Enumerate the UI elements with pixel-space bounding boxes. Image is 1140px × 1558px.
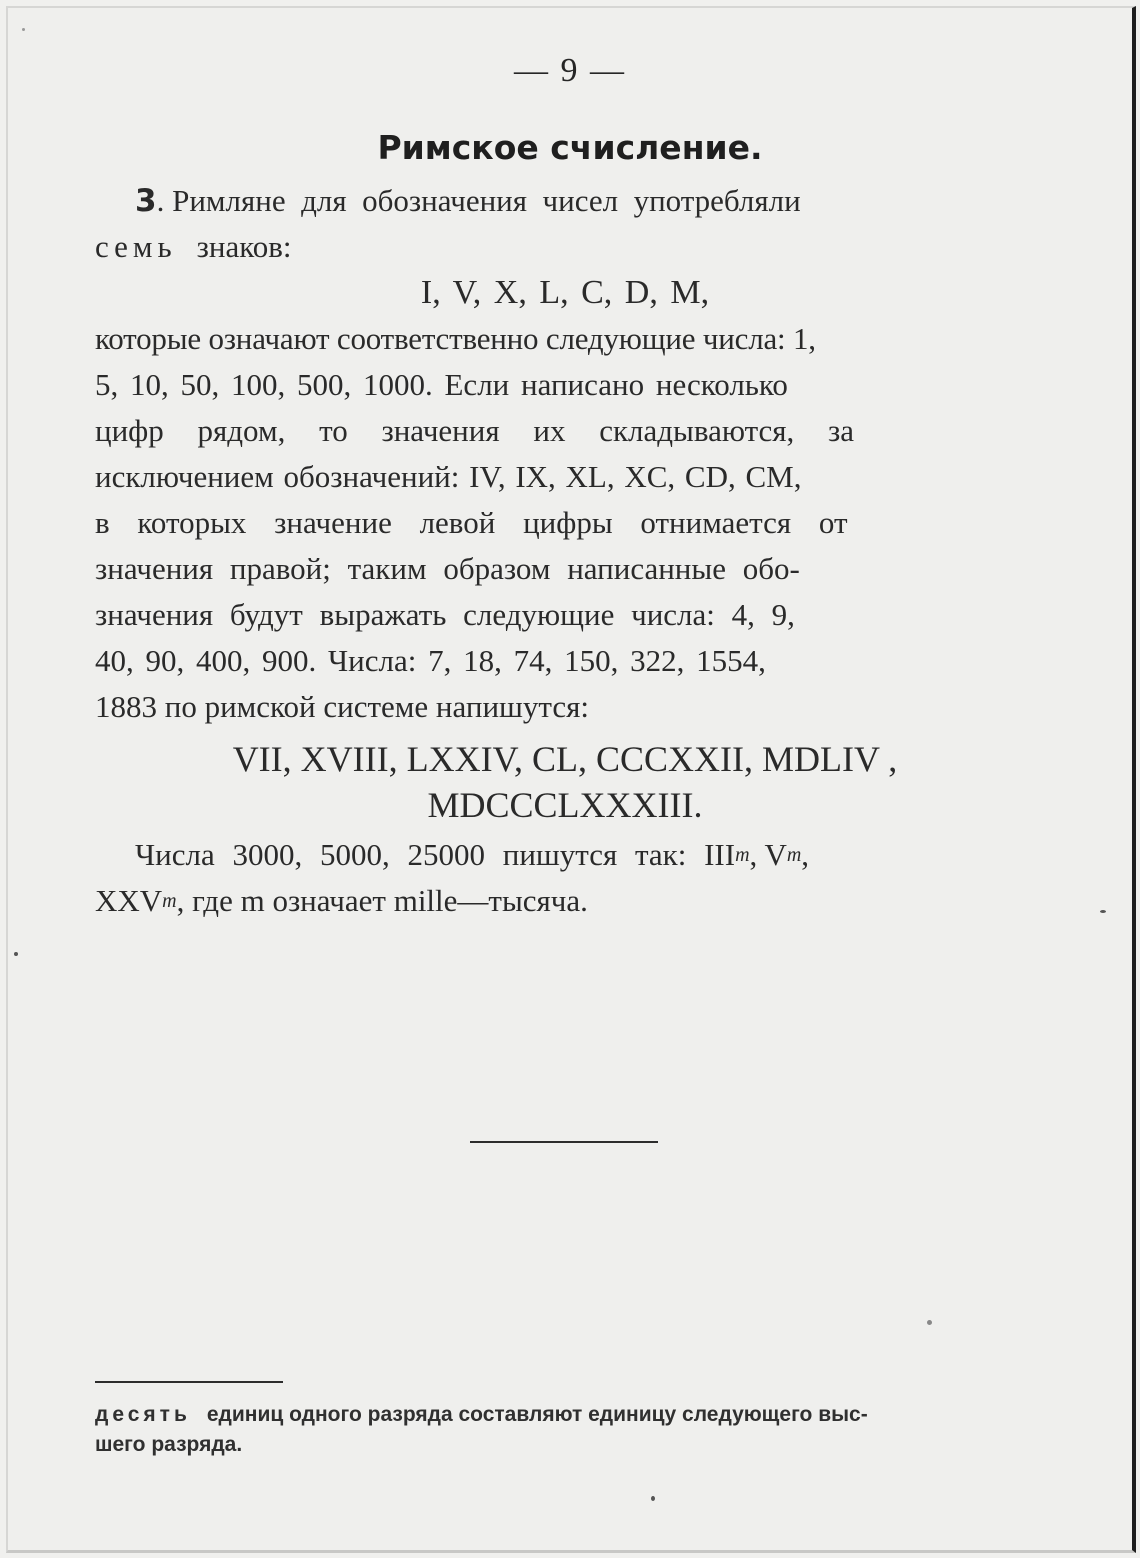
scan-speck [651, 1496, 655, 1501]
paragraph-line-2 [95, 224, 1035, 270]
roman-symbols: I, V, X, L, C, D, M, [420, 274, 710, 311]
paragraph-line-6 [95, 408, 1035, 454]
scan-speck [1100, 910, 1106, 913]
paragraph-line-6-text: цифр рядом, то значения их складываются, за [95, 413, 855, 448]
scan-speck [14, 952, 18, 956]
paragraph-line-10 [95, 592, 1035, 638]
paragraph-line-8 [95, 500, 1035, 546]
page-number: — 9 — [514, 52, 626, 89]
paragraph-line-7 [95, 454, 1035, 500]
footnote-emphasized-word: десять [95, 1403, 191, 1426]
paragraph-line-5-text: 5, 10, 50, 100, 500, 1000. Если написано несколько [95, 367, 788, 402]
paragraph-line-16-text-b: , где m означает mille—тысяча. [176, 883, 588, 918]
section-title: Римское счисление. [377, 128, 763, 167]
footnote [95, 1400, 1035, 1460]
paragraph-line-15-text: Числа 3000, 5000, 25000 пишутся так: III [135, 837, 736, 872]
paragraph-line-2-text: знаков: [196, 229, 292, 264]
subscript-m: m [162, 890, 177, 912]
paragraph-line-15 [95, 832, 1035, 878]
footnote-line-1-text: единиц одного разряда составляют единицу следующего выс- [206, 1403, 868, 1426]
footnote-line-2 [95, 1430, 1035, 1460]
footnote-line-1 [95, 1400, 1035, 1430]
paragraph-number: 3 [135, 183, 157, 219]
paragraph-line-15-text-c: , [801, 837, 810, 872]
paragraph-line-16-text: XXV [95, 883, 163, 918]
paragraph-3 [95, 178, 1035, 924]
paragraph-line-15-text-b: , V [749, 837, 787, 872]
roman-examples-line-2: MDCCCLXXXIII. [427, 785, 703, 825]
scan-speck [927, 1320, 932, 1325]
paragraph-line-1 [95, 178, 1035, 224]
paragraph-line-5 [95, 362, 1035, 408]
paragraph-line-12 [95, 684, 1035, 730]
footnote-rule [95, 1381, 283, 1383]
paragraph-line-10-text: значения будут выражать следующие числа: 4, 9, [95, 597, 795, 632]
footnote-line-2-text: шего разряда. [95, 1433, 243, 1456]
paragraph-line-11-text: 40, 90, 400, 900. Числа: 7, 18, 74, 150, 322, 1554, [95, 643, 766, 678]
paragraph-line-7-text: исключением обозначений: IV, IX, XL, XC, CD, CM, [95, 459, 802, 494]
section-divider-rule [470, 1141, 658, 1143]
paragraph-line-11 [95, 638, 1035, 684]
subscript-m: m [735, 844, 750, 866]
emphasized-word: семь [95, 229, 177, 264]
paragraph-line-9-text: значения правой; таким образом написанные обо- [95, 551, 800, 586]
paragraph-line-8-text: в которых значение левой цифры отнимается от [95, 505, 848, 540]
scan-speck [22, 28, 25, 31]
paragraph-line-4-text: которые означают соответственно следующие числа: 1, [95, 321, 816, 356]
roman-symbols-line [95, 270, 1035, 316]
paragraph-line-12-text: 1883 по римской системе напишутся: [95, 689, 589, 724]
paragraph-line-9 [95, 546, 1035, 592]
roman-examples-line-1: VII, XVIII, LXXIV, CL, CCCXXII, MDLIV , [232, 739, 898, 779]
paragraph-line-16 [95, 878, 1035, 924]
subscript-m: m [786, 844, 802, 866]
paragraph-line-1-text: . Римляне для обозначения чисел употребляли [156, 183, 801, 218]
paragraph-line-4 [95, 316, 1035, 362]
